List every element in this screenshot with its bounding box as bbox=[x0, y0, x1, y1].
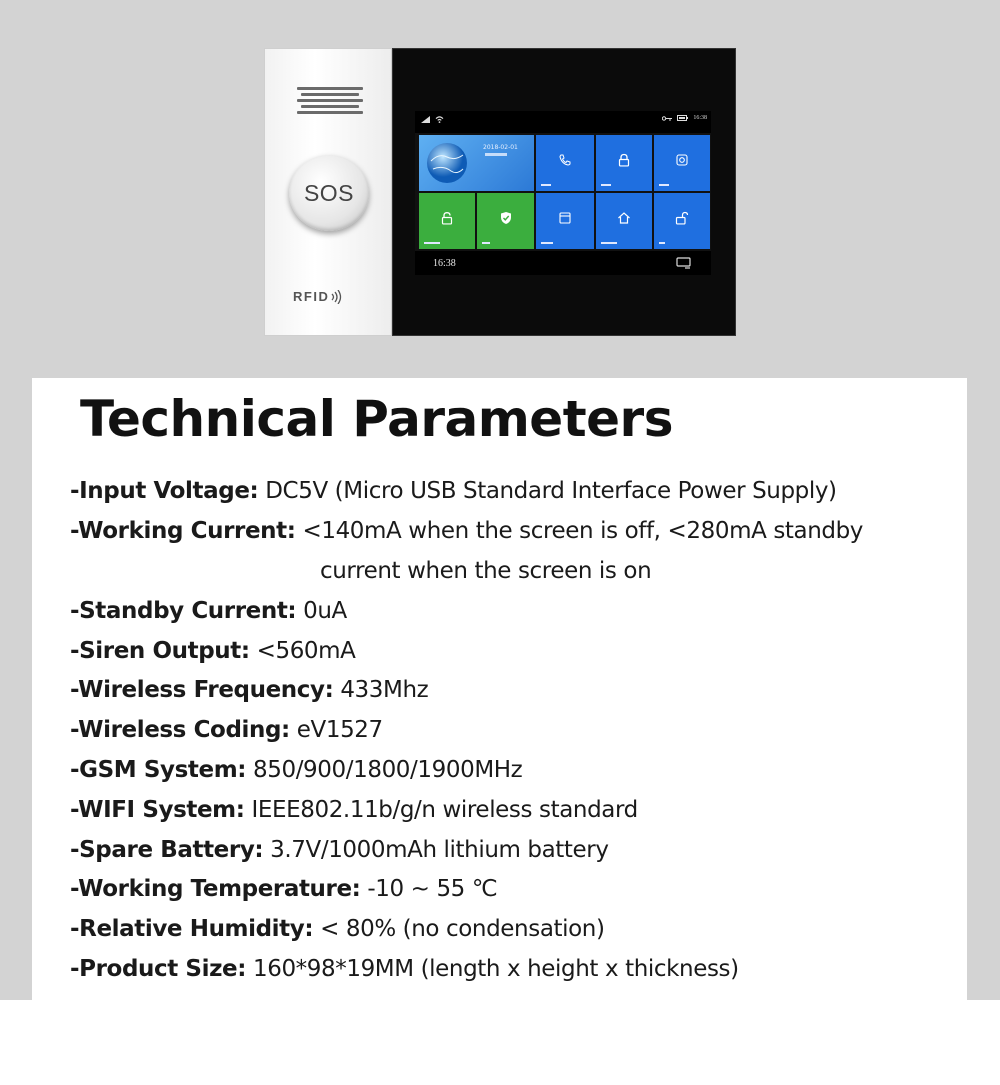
device-screen bbox=[415, 111, 711, 275]
param-row bbox=[70, 876, 497, 902]
param-value: < 80% (no condensation) bbox=[313, 916, 605, 942]
disarm-tile-label bbox=[424, 242, 440, 244]
camera-tile[interactable] bbox=[654, 135, 710, 191]
param-label: -Relative Humidity: bbox=[70, 916, 314, 942]
param-row bbox=[70, 757, 522, 783]
param-label: -Input Voltage: bbox=[70, 478, 259, 504]
nfc-wave-icon bbox=[329, 290, 343, 304]
home-arm-tile-label bbox=[601, 242, 617, 244]
page-title: Technical Parameters bbox=[80, 390, 673, 448]
param-value: -10 ~ 55 ℃ bbox=[360, 876, 498, 902]
shield-icon bbox=[500, 211, 512, 224]
battery-icon bbox=[677, 115, 688, 121]
rfid-logo bbox=[293, 289, 343, 304]
bottom-time: 16:38 bbox=[433, 258, 456, 269]
home-icon bbox=[618, 212, 631, 224]
monitor-icon[interactable] bbox=[676, 257, 691, 269]
log-tile[interactable] bbox=[536, 193, 594, 249]
speaker-grille bbox=[297, 87, 363, 115]
unlock-icon bbox=[676, 211, 689, 224]
param-label: -Wireless Coding: bbox=[70, 717, 290, 743]
param-value: DC5V (Micro USB Standard Interface Power Supply) bbox=[258, 478, 837, 504]
param-value: 3.7V/1000mAh lithium battery bbox=[263, 837, 609, 863]
phone-icon bbox=[559, 154, 571, 166]
param-label: -Siren Output: bbox=[70, 638, 250, 664]
shield-tile-label bbox=[482, 242, 490, 244]
param-value: <140mA when the screen is off, <280mA standby bbox=[295, 518, 864, 544]
camera-tile-label bbox=[659, 184, 669, 186]
param-value: IEEE802.11b/g/n wireless standard bbox=[244, 797, 638, 823]
log-tile-label bbox=[541, 242, 553, 244]
arm-tile[interactable] bbox=[596, 135, 652, 191]
param-value-continuation: current when the screen is on bbox=[320, 558, 652, 584]
param-row bbox=[70, 837, 609, 863]
param-row bbox=[70, 638, 356, 664]
param-label: -Working Current: bbox=[70, 518, 296, 544]
param-row bbox=[70, 478, 837, 504]
sos-button[interactable] bbox=[289, 155, 369, 231]
arm-tile-label bbox=[601, 184, 611, 186]
technical-parameters-card bbox=[32, 378, 967, 1000]
home-arm-tile[interactable] bbox=[596, 193, 652, 249]
date-weather-tile[interactable] bbox=[419, 135, 534, 191]
param-label: -Wireless Frequency: bbox=[70, 677, 334, 703]
window-icon bbox=[559, 212, 571, 224]
param-row bbox=[70, 677, 428, 703]
screen-date: 2018-02-01 bbox=[483, 144, 518, 151]
param-row bbox=[70, 598, 347, 624]
rfid-label: RFID bbox=[293, 289, 330, 304]
weekday-text bbox=[485, 153, 507, 156]
call-tile[interactable] bbox=[536, 135, 594, 191]
unlock-tile-label bbox=[659, 242, 665, 244]
param-label: -Standby Current: bbox=[70, 598, 297, 624]
param-label: -Spare Battery: bbox=[70, 837, 264, 863]
camera-icon bbox=[676, 154, 688, 166]
device-left-panel bbox=[264, 48, 392, 336]
wifi-icon bbox=[435, 116, 444, 123]
param-row bbox=[70, 717, 383, 743]
globe-icon bbox=[425, 141, 469, 185]
param-value: 0uA bbox=[296, 598, 347, 624]
param-value: eV1527 bbox=[289, 717, 383, 743]
bottom-margin bbox=[0, 1000, 1000, 1085]
shield-tile[interactable] bbox=[477, 193, 534, 249]
signal-icon bbox=[421, 116, 430, 123]
unlock-home-icon bbox=[441, 211, 454, 224]
unlock-tile[interactable] bbox=[654, 193, 710, 249]
key-icon bbox=[662, 116, 672, 121]
param-row bbox=[70, 518, 863, 544]
param-value: <560mA bbox=[249, 638, 356, 664]
status-time: 16:38 bbox=[693, 115, 707, 121]
param-row bbox=[70, 797, 638, 823]
param-value: 850/900/1800/1900MHz bbox=[246, 757, 523, 783]
param-row bbox=[70, 916, 605, 942]
disarm-tile[interactable] bbox=[419, 193, 475, 249]
param-label: -Product Size: bbox=[70, 956, 247, 982]
param-label: -Working Temperature: bbox=[70, 876, 361, 902]
param-value: 433Mhz bbox=[333, 677, 429, 703]
call-tile-label bbox=[541, 184, 551, 186]
screen-bottom-bar bbox=[415, 251, 711, 275]
alarm-panel-device bbox=[264, 48, 736, 336]
param-label: -GSM System: bbox=[70, 757, 247, 783]
param-label: -WIFI System: bbox=[70, 797, 245, 823]
param-row bbox=[70, 956, 739, 982]
param-value: 160*98*19MM (length x height x thickness) bbox=[246, 956, 739, 982]
screen-status-bar bbox=[415, 111, 711, 133]
device-screen-bezel bbox=[392, 48, 736, 336]
lock-icon bbox=[618, 153, 630, 166]
sos-label: SOS bbox=[303, 179, 355, 206]
